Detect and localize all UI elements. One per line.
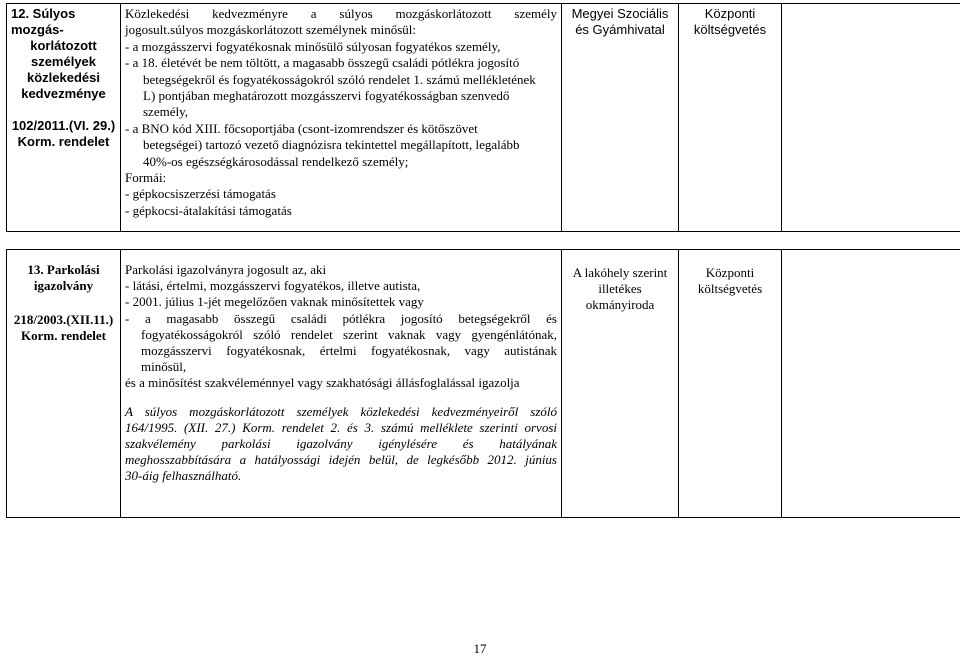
benefits-table-row-13 xyxy=(6,249,960,518)
benefit-name-cell xyxy=(7,4,121,232)
page-number: 17 xyxy=(473,641,487,656)
eligibility-text: Parkolási igazolványra jogosult az, aki - látási, értelmi, mozgásszervi fogyatékos, illetve autista, - 2001. július 1-jét megelőzően vaknak minősítettek vagy - a magasabb összegű családi pótlékra jogosító betegségekről és fogyatékosságokról szóló rendelet szerint vaknak vagy gyengénlátónak, mozgásszervi fogyatékosnak, értelmi fogyatékosnak, vagy autistának minősül, és a minősítést szakvéleménnyel vagy szakhatósági állásfoglalással igazolja xyxy=(125,262,557,391)
funding-source: Központi költségvetés xyxy=(693,6,767,37)
benefit-name: 13. Parkolási igazolvány xyxy=(27,262,100,293)
responsible-office: Megyei Szociális és Gyámhivatal xyxy=(571,6,669,37)
responsible-office: A lakóhely szerint illetékes okmányiroda xyxy=(572,265,668,312)
law-reference: 218/2003.(XII.11.) Korm. rendelet xyxy=(13,312,114,343)
benefits-table-row-12 xyxy=(6,3,960,232)
eligibility-cell xyxy=(121,250,562,518)
office-cell xyxy=(562,4,679,232)
table-row xyxy=(7,250,960,518)
funding-cell xyxy=(679,4,782,232)
transition-note: A súlyos mozgáskorlátozott személyek közlekedési kedvezményeiről szóló 164/1995. (XII. 27.) Korm. rendelet 2. és 3. számú melléklete szerinti orvosi szakvélemény parkolási igazolvány igénylésére és hatályának meghosszabbítására a hatályossági idején belül, de legkésőbb 2012. június 30-áig felhasználható. xyxy=(125,403,557,484)
funding-source: Központi költségvetés xyxy=(697,265,763,296)
law-reference: 102/2011.(VI. 29.) Korm. rendelet xyxy=(11,118,116,149)
eligibility-cell xyxy=(121,4,562,232)
table-row xyxy=(7,4,960,232)
empty-cell xyxy=(782,4,960,232)
funding-cell xyxy=(679,250,782,518)
benefit-name-cell xyxy=(7,250,121,518)
office-cell xyxy=(562,250,679,518)
empty-cell xyxy=(782,250,960,518)
eligibility-text: Közlekedési kedvezményre a súlyos mozgáskorlátozott személy jogosult.súlyos mozgáskorlátozott személynek minősül: - a mozgásszervi fogyatékosnak minősülő súlyosan fogyatékos személy, - a 18. életévét be nem töltött, a magasabb összegű családi pótlékra jogosító betegségekről és fogyatékosságokról szóló rendelet 1. számú mellékletének L) pontjában meghatározott mozgásszervi fogyatékosságban szenvedő személy, - a BNO kód XIII. főcsoportjába (csont-izomrendszer és kötőszövet betegségei) tartozó vezető diagnózisra tekintettel megállapított, legalább 40%-os egészségkárosodással rendelkező személy; Formái: - gépkocsiszerzési támogatás - gépkocsi-átalakítási támogatás xyxy=(125,6,557,218)
benefit-name: 12. Súlyos mozgás- korlátozott személyek közlekedési kedvezménye xyxy=(11,6,106,101)
